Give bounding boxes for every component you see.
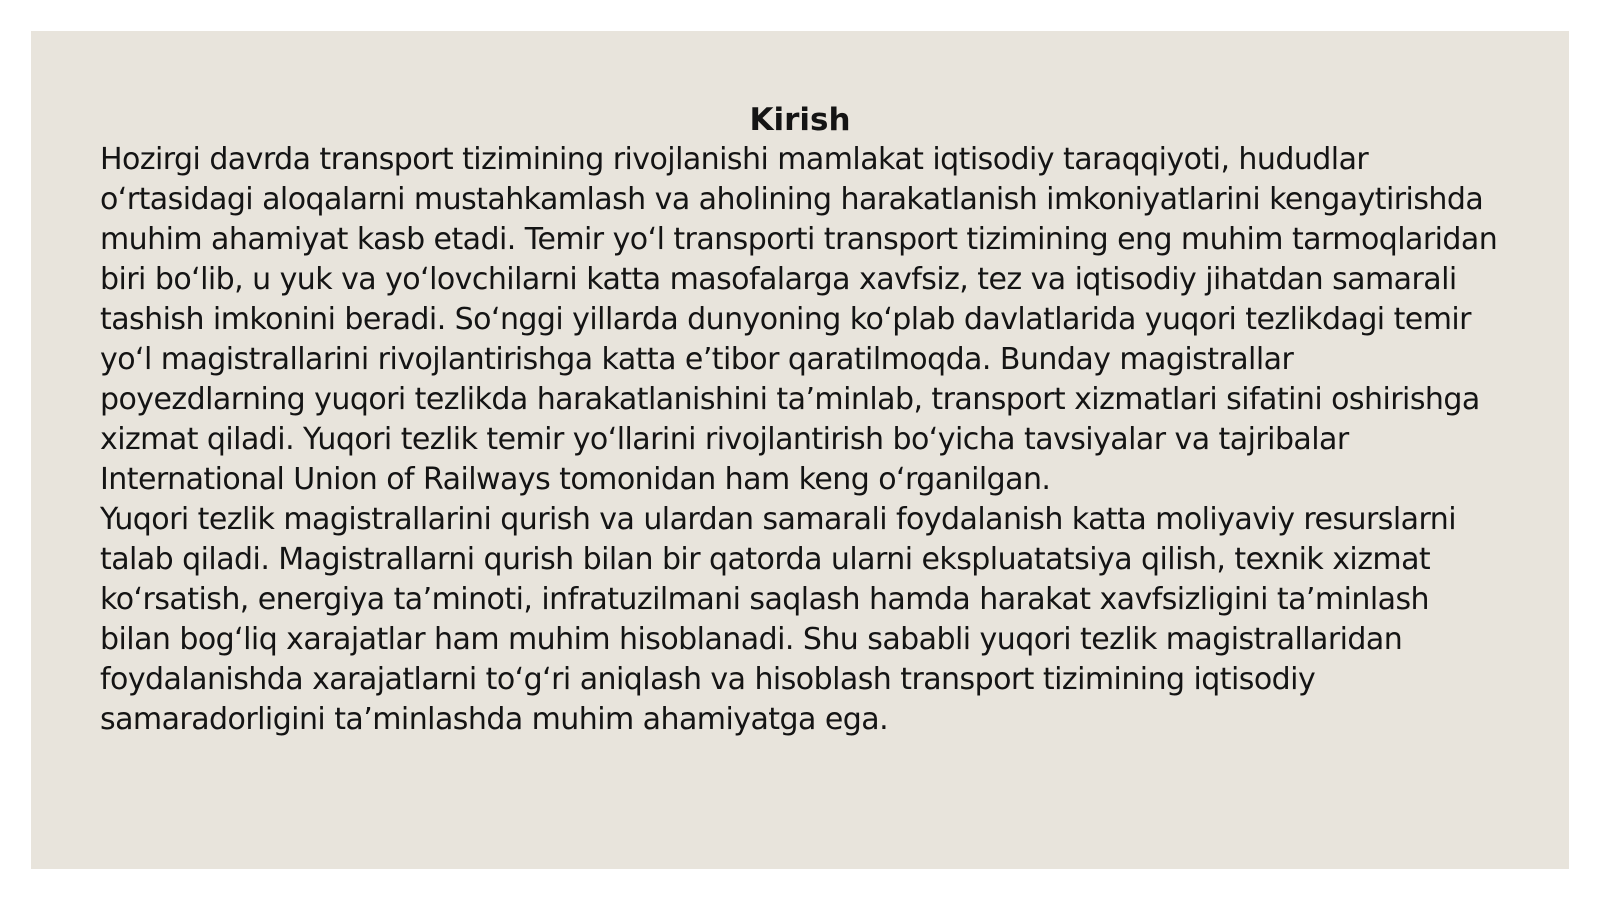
slide xyxy=(31,31,1569,869)
paragraph-2: Yuqori tezlik magistrallarini qurish va ulardan samarali foydalanish katta moliyaviy resurslarni talab qiladi. Magistrallarni qurish bilan bir qatorda ularni ekspluatatsiya qilish, texnik xizmat ko‘rsatish, energiya ta’minoti, infratuzilmani saqlash hamda harakat xavfsizligini ta’minlash bilan bog‘liq xarajatlar ham muhim hisoblanadi. Shu sababli yuqori tezlik magistrallaridan foydalanishda xarajatlarni to‘g‘ri aniqlash va hisoblash transport tizimining iqtisodiy samaradorligini ta’minlashda muhim ahamiyatga ega. xyxy=(100,502,1456,737)
slide-title: Kirish xyxy=(749,102,851,138)
paragraph-1: Hozirgi davrda transport tizimining rivojlanishi mamlakat iqtisodiy taraqqiyoti, hududlar o‘rtasidagi aloqalarni mustahkamlash va aholining harakatlanish imkoniyatlarini kengaytirishda muhim ahamiyat kasb etadi. Temir yo‘l transporti transport tizimining eng muhim tarmoqlaridan biri bo‘lib, u yuk va yo‘lovchilarni katta masofalarga xavfsiz, tez va iqtisodiy jihatdan samarali tashish imkonini beradi. So‘nggi yillarda dunyoning ko‘plab davlatlarida yuqori tezlikdagi temir yo‘l magistrallarini rivojlantirishga katta e’tibor qaratilmoqda. Bunday magistrallar poyezdlarning yuqori tezlikda harakatlanishini ta’minlab, transport xizmatlari sifatini oshirishga xizmat qiladi. Yuqori tezlik temir yo‘llarini rivojlantirish bo‘yicha tavsiyalar va tajribalar International Union of Railways tomonidan ham keng o‘rganilgan. xyxy=(100,142,1498,497)
slide-content xyxy=(100,100,1500,740)
